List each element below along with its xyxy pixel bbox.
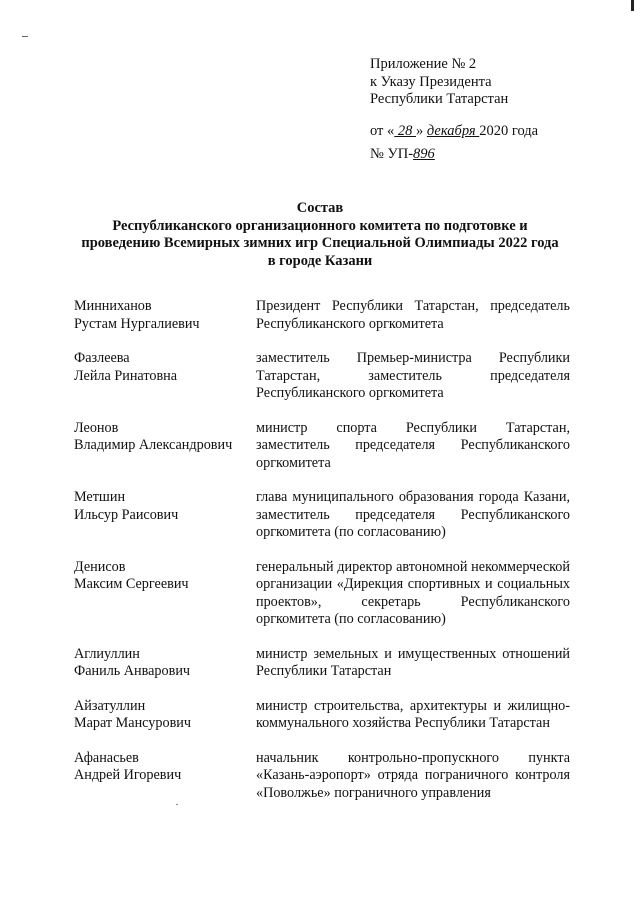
title-line: проведению Всемирных зимних игр Специальной Олимпиады 2022 года (81, 235, 559, 251)
decree-date (370, 123, 538, 141)
member-role: Президент Республики Татарстан, председатель Республиканского оргкомитета (256, 298, 570, 332)
member-given-name: Владимир Александрович (74, 437, 233, 453)
member-role: генеральный директор автономной некоммерческой организации «Дирекция спортивных и социальных проектов», секретарь Республиканского оргкомитета (по согласованию) (256, 558, 570, 627)
member-given-name: Лейла Ринатовна (74, 367, 178, 384)
member-given-name: Рустам Нургалиевич (74, 315, 200, 332)
number-prefix: № УП- (370, 146, 414, 162)
member-surname: Метшин (74, 489, 126, 505)
member-entry (74, 420, 570, 473)
member-name (74, 298, 256, 333)
member-surname: Фазлеева (74, 350, 130, 366)
date-mid: » (416, 122, 427, 139)
member-entry (74, 298, 570, 333)
member-given-name: Фаниль Анварович (74, 663, 191, 679)
appendix-title: Приложение № 2 (370, 56, 477, 72)
date-day: 28 (394, 122, 417, 139)
decree-number (370, 146, 538, 164)
member-surname: Аглиуллин (74, 645, 140, 662)
member-entry (74, 646, 570, 681)
member-role: заместитель Премьер-министра Республики Татарстан, заместитель председателя Республиканского оргкомитета (256, 350, 570, 401)
member-surname: Афанасьев (74, 749, 139, 766)
member-name (74, 698, 256, 733)
member-name (74, 350, 256, 403)
appendix-header (370, 56, 538, 164)
member-role: министр строительства, архитектуры и жилищно-коммунального хозяйства Республики Татарстан (256, 697, 570, 731)
date-prefix: от « (370, 122, 395, 139)
member-name (74, 559, 256, 629)
member-role: министр земельных и имущественных отношений Республики Татарстан (256, 645, 570, 679)
appendix-issuer: Республики Татарстан (370, 91, 509, 107)
member-role: начальник контрольно-пропускного пункта «Казань-аэропорт» отряда пограничного контроля «Поволжье» пограничного управления (256, 749, 570, 801)
member-given-name: Андрей Игоревич (74, 767, 182, 783)
member-role: министр спорта Республики Татарстан, заместитель председателя Республиканского оргкомитета (256, 419, 570, 471)
member-entry (74, 489, 570, 542)
member-surname: Айзатуллин (74, 697, 146, 714)
member-name (74, 489, 256, 542)
member-role: глава муниципального образования города Казани, заместитель председателя Республиканского оргкомитета (по согласованию) (256, 489, 570, 540)
member-given-name: Марат Мансурович (74, 715, 192, 731)
member-given-name: Ильсур Раисович (74, 506, 179, 523)
member-list (74, 298, 570, 819)
member-given-name: Максим Сергеевич (74, 576, 189, 592)
date-month: декабря (426, 122, 480, 139)
member-surname: Денисов (74, 558, 126, 575)
title-line: Республиканского организационного комитета по подготовке и (112, 217, 528, 234)
scan-mark (631, 0, 634, 11)
member-surname: Леонов (74, 419, 119, 436)
scan-mark (22, 36, 28, 37)
member-name (74, 646, 256, 681)
title-line: в городе Казани (267, 252, 373, 269)
member-entry (74, 698, 570, 733)
document-title (70, 200, 570, 270)
appendix-decree-ref: к Указу Президента (370, 73, 492, 90)
title-line: Состав (296, 200, 344, 216)
number-value: 896 (413, 146, 435, 162)
date-year: 2020 года (479, 122, 539, 139)
member-surname: Минниханов (74, 298, 152, 314)
member-entry (74, 559, 570, 629)
member-entry (74, 750, 570, 803)
member-name (74, 750, 256, 803)
member-entry (74, 350, 570, 403)
member-name (74, 420, 256, 473)
